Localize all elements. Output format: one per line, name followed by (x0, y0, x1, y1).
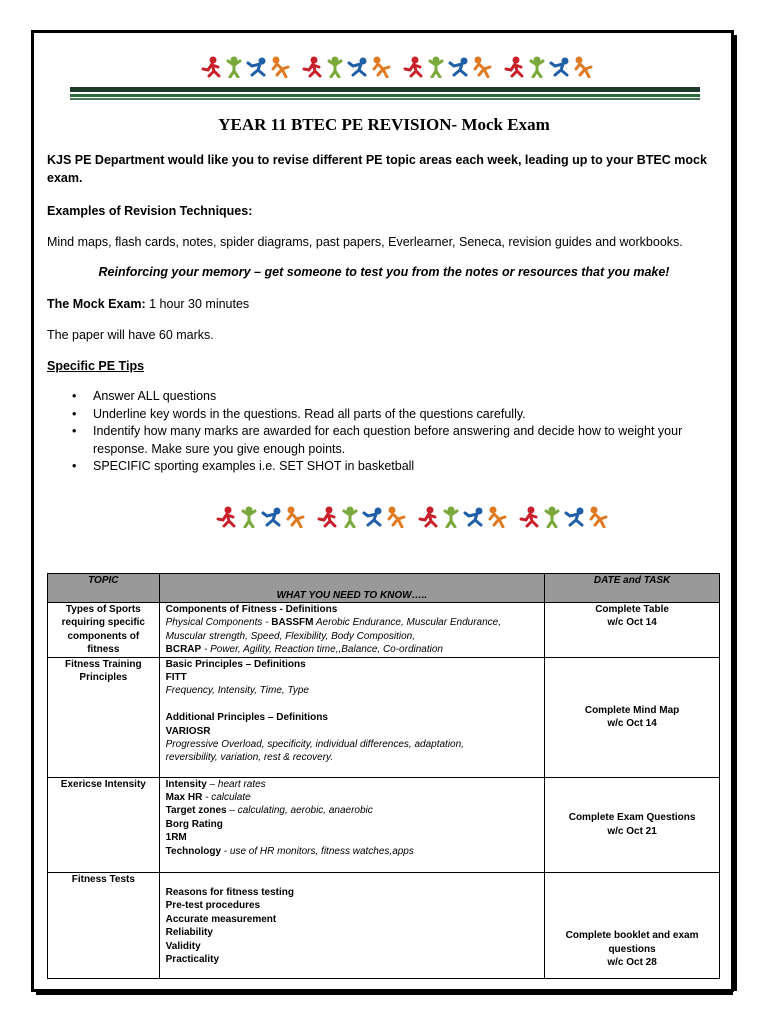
swimmer-icon (362, 506, 384, 528)
header-what-to-know: WHAT YOU NEED TO KNOW….. (159, 574, 545, 603)
date-task-cell (545, 657, 720, 777)
know-line: Components of Fitness - Definitions (165, 604, 338, 615)
examples-heading: Examples of Revision Techniques: (47, 204, 253, 218)
gymnast-icon (425, 56, 447, 78)
mock-exam-value: 1 hour 30 minutes (145, 297, 250, 311)
intro-text: KJS PE Department would like you to revise different PE topic areas each week, leading up to your BTEC mock exam. (47, 153, 707, 185)
date-task-cell (545, 777, 720, 872)
runner-icon (215, 506, 237, 528)
hurdler-icon (587, 506, 609, 528)
mock-exam-line (47, 295, 249, 313)
hurdler-icon (269, 56, 291, 78)
runner-icon (402, 56, 424, 78)
swimmer-icon (261, 506, 283, 528)
know-line: Frequency, Intensity, Time, Type (165, 685, 309, 697)
sport-figures-middle (215, 506, 619, 528)
hurdler-icon (370, 56, 392, 78)
task-label: Complete booklet and exam questions (565, 930, 699, 955)
know-line: Additional Principles – Definitions (165, 712, 328, 724)
gymnast-icon (238, 506, 260, 528)
tip-item: • Indentify how many marks are awarded for each question before answering and decide how to weight your response. Make sure you give enough points. (72, 424, 683, 456)
swimmer-icon (463, 506, 485, 528)
know-line: Max HR - calculate (165, 792, 251, 804)
task-date: w/c Oct 14 (607, 718, 657, 730)
swimmer-icon (448, 56, 470, 78)
gymnast-icon (440, 506, 462, 528)
table-row (48, 603, 720, 658)
know-line: reversibility, variation, rest & recovery. (165, 752, 334, 764)
bullet-icon: • (72, 459, 77, 473)
mock-exam-label: The Mock Exam: (47, 297, 146, 311)
gymnast-icon (339, 506, 361, 528)
header-date-task: DATE and TASK (545, 574, 720, 603)
gymnast-icon (526, 56, 548, 78)
paper-marks-text: The paper will have 60 marks. (47, 328, 214, 342)
task-date: w/c Oct 21 (607, 825, 657, 837)
runner-icon (503, 56, 525, 78)
header-topic: TOPIC (48, 574, 160, 603)
know-line: Reliability (165, 927, 213, 939)
date-task-cell (545, 872, 720, 978)
know-line: Validity (165, 940, 201, 952)
tip-item: • Answer ALL questions (72, 388, 722, 406)
reinforce-text: Reinforcing your memory – get someone to test you from the notes or resources that you make! (98, 265, 670, 279)
know-line: VARIOSR (165, 725, 211, 737)
topic-cell: Fitness Training Principles (48, 657, 160, 777)
bullet-icon: • (72, 406, 77, 421)
what-to-know-cell (159, 872, 545, 978)
know-line: 1RM (165, 832, 187, 844)
date-task-cell (545, 603, 720, 658)
know-line: Muscular strength, Speed, Flexibility, Body Composition, (165, 630, 416, 642)
task-label: Complete Table (595, 604, 669, 615)
task-date: w/c Oct 28 (607, 957, 657, 969)
tips-list (72, 388, 722, 476)
know-line: Practicality (165, 954, 220, 966)
know-line: Target zones – calculating, aerobic, anaerobic (165, 805, 373, 817)
hurdler-icon (486, 506, 508, 528)
know-line: BCRAP - Power, Agility, Reaction time,,Balance, Co-ordination (165, 644, 443, 656)
know-line: Progressive Overload, specificity, individual differences, adaptation, (165, 739, 464, 751)
gymnast-icon (541, 506, 563, 528)
topic-cell: Fitness Tests (48, 872, 160, 978)
runner-icon (417, 506, 439, 528)
hurdler-icon (284, 506, 306, 528)
revision-table (47, 573, 720, 979)
gymnast-icon (324, 56, 346, 78)
task-label: Complete Exam Questions (568, 812, 696, 824)
page-title: YEAR 11 BTEC PE REVISION- Mock Exam (218, 115, 550, 134)
hurdler-icon (385, 506, 407, 528)
swimmer-icon (549, 56, 571, 78)
hurdler-icon (471, 56, 493, 78)
topic-cell: Exericse Intensity (48, 777, 160, 872)
what-to-know-cell (159, 603, 545, 658)
what-to-know-cell (159, 777, 545, 872)
swimmer-icon (246, 56, 268, 78)
sport-figures-top (200, 56, 604, 78)
runner-icon (301, 56, 323, 78)
know-line (166, 698, 539, 711)
topic-cell: Types of Sports requiring specific components of fitness (48, 603, 160, 658)
table-row (48, 777, 720, 872)
know-line: Accurate measurement (165, 913, 277, 925)
know-line: Borg Rating (165, 818, 223, 830)
swimmer-icon (564, 506, 586, 528)
task-label: Complete Mind Map (584, 704, 680, 716)
header-divider (70, 87, 700, 100)
what-to-know-cell (159, 657, 545, 777)
task-date: w/c Oct 14 (607, 617, 657, 629)
table-row (48, 872, 720, 978)
runner-icon (316, 506, 338, 528)
know-line: Intensity – heart rates (165, 778, 266, 790)
examples-text: Mind maps, flash cards, notes, spider diagrams, past papers, Everlearner, Seneca, revision guides and workbooks. (47, 235, 683, 249)
tips-heading: Specific PE Tips (47, 359, 145, 373)
know-line (166, 873, 539, 886)
runner-icon (200, 56, 222, 78)
know-line: Technology - use of HR monitors, fitness watches,apps (165, 845, 414, 857)
know-line: FITT (165, 672, 187, 684)
tip-item: • Underline key words in the questions. Read all parts of the questions carefully. (72, 406, 722, 424)
know-line: Reasons for fitness testing (165, 887, 294, 899)
runner-icon (518, 506, 540, 528)
bullet-icon: • (72, 424, 77, 438)
know-line: Physical Components - BASSFM Aerobic Endurance, Muscular Endurance, (165, 617, 501, 629)
swimmer-icon (347, 56, 369, 78)
bullet-icon: • (72, 389, 77, 403)
table-header-row (48, 574, 720, 603)
hurdler-icon (572, 56, 594, 78)
table-row (48, 657, 720, 777)
gymnast-icon (223, 56, 245, 78)
know-line: Pre-test procedures (165, 900, 261, 912)
know-line: Basic Principles – Definitions (165, 658, 306, 670)
tip-item: • SPECIFIC sporting examples i.e. SET SHOT in basketball (72, 458, 722, 476)
